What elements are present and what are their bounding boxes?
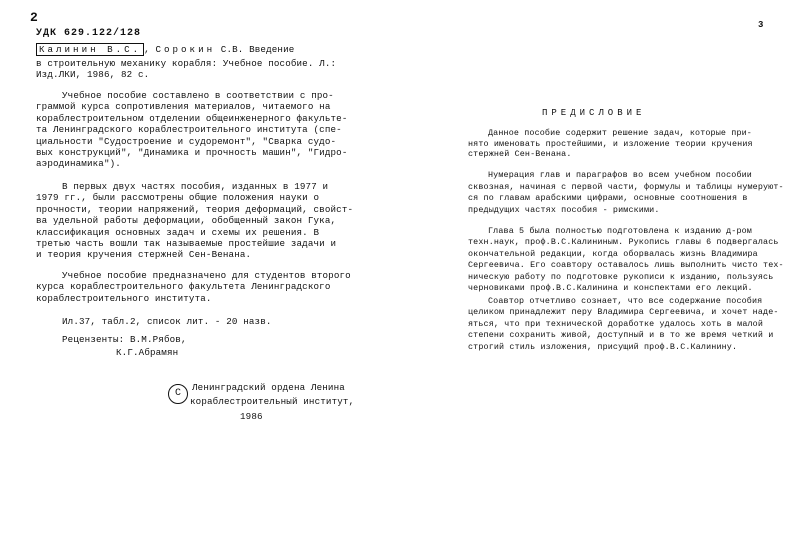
text-line: циальности "Судостроение и судоремонт", "Сварка судо- bbox=[36, 135, 337, 147]
citation-line-3: Изд.ЛКИ, 1986, 82 с. bbox=[36, 69, 150, 80]
preface-paragraph-1 bbox=[468, 128, 753, 160]
text-line: предыдущих частях пособия - римскими. bbox=[468, 204, 660, 215]
left-page bbox=[0, 0, 400, 547]
text-line: яться, что при технической доработке удалось хоть в малой bbox=[468, 318, 764, 329]
annotation-paragraph-1 bbox=[36, 90, 356, 170]
right-page bbox=[400, 0, 802, 547]
text-line: строгий стиль изложения, присущий проф.В.С.Калинину. bbox=[468, 341, 738, 352]
text-line: техн.наук, проф.В.С.Калининым. Рукопись главы 6 подвергалась bbox=[468, 237, 779, 248]
bibliographic-info: Ил.37, табл.2, список лит. - 20 назв. bbox=[62, 316, 272, 327]
preface-heading: ПРЕДИСЛОВИЕ bbox=[542, 108, 646, 118]
text-line: аэродинамика"). bbox=[36, 158, 121, 170]
citation-line-1-rest: С.В. Введение bbox=[220, 44, 295, 55]
copyright-symbol: С bbox=[168, 384, 188, 404]
text-line: степени сохранить живой, доступный и в то же время четкий и bbox=[468, 330, 774, 341]
author-2: Сорокин bbox=[155, 44, 216, 55]
text-line: стержней Сен-Венана. bbox=[468, 149, 572, 159]
text-line: та Ленинградского кораблестроительного института (спе- bbox=[36, 124, 342, 136]
text-line: классификация основных задач и схемы их решения. В bbox=[36, 226, 320, 238]
text-line: кораблестроительном отделении общеинженерного факульте- bbox=[36, 112, 348, 124]
text-line: ся по главам арабскими цифрами, основные соотношения в bbox=[468, 193, 748, 203]
author-boxed: Калинин В.С. bbox=[36, 43, 144, 56]
text-line: Соавтор отчетливо сознает, что все содержание пособия bbox=[488, 296, 763, 306]
text-line: Учебное пособие предназначено для студентов второго bbox=[62, 270, 351, 281]
text-line: ва удельной работы деформации, обобщенный закон Гука, bbox=[36, 215, 337, 227]
page-number-left: 2 bbox=[30, 10, 38, 25]
text-line: 1979 гг., были рассмотрены общие положения науки о bbox=[36, 192, 320, 204]
text-line: нято именовать простейшими, и изложение теории кручения bbox=[468, 138, 753, 149]
text-line: Учебное пособие составлено в соответствии с про- bbox=[62, 90, 334, 101]
text-line: Сергеевича. Его соавтору оставалось лишь выполнить чисто тех- bbox=[468, 260, 784, 271]
reviewer-2: К.Г.Абрамян bbox=[116, 347, 179, 358]
text-line: В первых двух частях пособия, изданных в 1977 и bbox=[62, 181, 329, 192]
citation-line-2: в строительную механику корабля: Учебное пособие. Л.: bbox=[36, 58, 337, 69]
text-line: прочности, теории напряжений, теория деформаций, свойст- bbox=[36, 203, 354, 215]
text-line: курса кораблестроительного факультета Ленинградского bbox=[36, 281, 331, 293]
annotation-paragraph-3 bbox=[36, 270, 356, 304]
text-line: третью часть вошли так называемые простейшие задачи и bbox=[36, 238, 337, 250]
preface-paragraph-4 bbox=[468, 296, 779, 353]
text-line: окончательной редакции, когда оборвалась жизнь Владимира bbox=[468, 248, 758, 259]
text-line: черновиками проф.В.С.Калинина и конспектами его лекций. bbox=[468, 283, 753, 294]
page-number-right: 3 bbox=[758, 20, 764, 30]
text-line: сквозная, начиная с первой части, формулы и таблицы нумеруют- bbox=[468, 181, 784, 192]
citation-line-1: Калинин В.С. , Сорокин С.В. Введение bbox=[36, 44, 294, 55]
text-line: граммой курса сопротивления материалов, читаемого на bbox=[36, 101, 331, 113]
text-line: Данное пособие содержит решение задач, которые при- bbox=[488, 128, 752, 138]
preface-paragraph-3 bbox=[468, 226, 784, 294]
text-line: целиком принадлежит перу Владимира Сергеевича, и хочет наде- bbox=[468, 307, 779, 318]
text-line: Нумерация глав и параграфов во всем учебном пособии bbox=[488, 170, 752, 180]
text-line: кораблестроительного института. bbox=[36, 292, 212, 304]
publisher-year: 1986 bbox=[240, 411, 263, 422]
reviewers-label: Рецензенты: bbox=[62, 334, 125, 345]
text-line: Глава 5 была полностью подготовлена к изданию д-ром bbox=[488, 226, 752, 236]
publisher-line-1: Ленинградский ордена Ленина bbox=[192, 382, 345, 393]
udk-code: УДК 629.122/128 bbox=[36, 28, 142, 39]
text-line: ническую работу по подготовке рукописи к изданию, пользуясь bbox=[468, 271, 774, 282]
reviewers bbox=[62, 334, 187, 345]
publisher-line-2: кораблестроительный институт, bbox=[190, 396, 355, 407]
reviewer-1: В.М.Рябов, bbox=[129, 334, 187, 345]
annotation-paragraph-2 bbox=[36, 181, 356, 261]
preface-paragraph-2 bbox=[468, 170, 784, 216]
text-line: и теория кручения стержней Сен-Венана. bbox=[36, 249, 252, 261]
text-line: вых конструкций", "Динамика и прочность машин", "Гидро- bbox=[36, 147, 348, 159]
